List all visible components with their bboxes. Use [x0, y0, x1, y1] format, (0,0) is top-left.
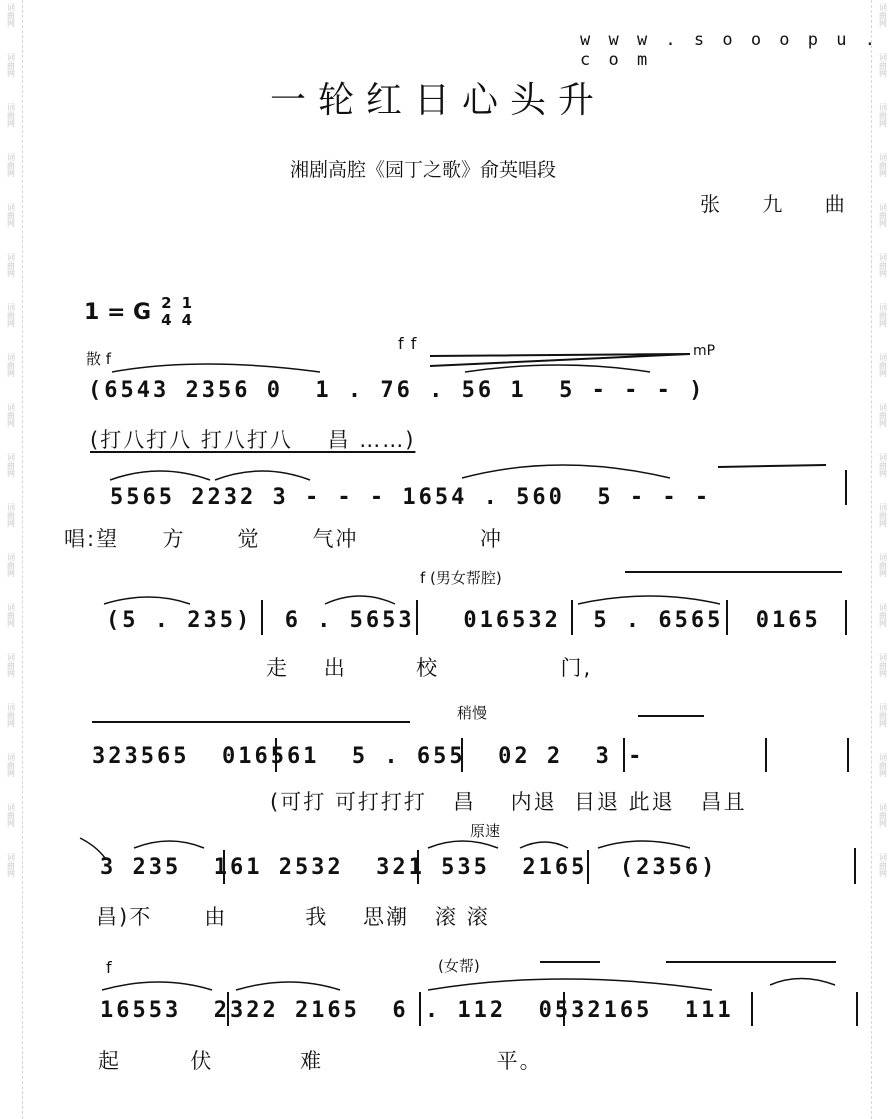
- dynamic-f-chorus: f (男女帮腔): [420, 569, 502, 587]
- watermark-text: 词曲网: [878, 453, 888, 477]
- site-url[interactable]: w w w . s o o o p u . c o m: [580, 30, 879, 70]
- watermark-text: 词曲网: [6, 603, 16, 627]
- staff-line-4: 323565 016561 5 . 655 02 2 3 -: [92, 744, 645, 769]
- watermark-text: 词曲网: [878, 153, 888, 177]
- watermark-text: 词曲网: [6, 853, 16, 877]
- time-signature-2: 1 4: [181, 294, 192, 329]
- watermark-text: 词曲网: [6, 53, 16, 77]
- staff-line-5: 3 235 161 2532 321 535 2165 (2356): [100, 855, 718, 880]
- song-subtitle: 湘剧高腔《园丁之歌》俞英唱段: [290, 159, 557, 181]
- watermark-text: 词曲网: [6, 803, 16, 827]
- watermark-text: 词曲网: [878, 703, 888, 727]
- watermark-text: 词曲网: [878, 353, 888, 377]
- time-signature-1: 2 4: [161, 294, 172, 329]
- watermark-text: 词曲网: [878, 303, 888, 327]
- lyrics-line-6: 起 伏 难 平。: [98, 1049, 543, 1073]
- watermark-text: 词曲网: [6, 453, 16, 477]
- watermark-text: 词曲网: [878, 3, 888, 27]
- watermark-text: 词曲网: [878, 853, 888, 877]
- watermark-text: 词曲网: [6, 703, 16, 727]
- watermark-text: 词曲网: [6, 753, 16, 777]
- watermark-text: 词曲网: [878, 103, 888, 127]
- key-label: 1 = G: [84, 299, 152, 325]
- tempo-shaoman: 稍慢: [457, 704, 488, 722]
- watermark-text: 词曲网: [878, 653, 888, 677]
- key-signature: [84, 295, 192, 329]
- lyrics-line-5: 昌)不 由 我 思潮 滚 滚: [96, 905, 490, 929]
- watermark-text: 词曲网: [878, 603, 888, 627]
- tempo-yuansu: 原速: [470, 822, 501, 840]
- watermark-text: 词曲网: [878, 803, 888, 827]
- watermark-text: 词曲网: [878, 203, 888, 227]
- watermark-text: 词曲网: [878, 553, 888, 577]
- left-watermark-strip: [0, 0, 23, 1119]
- watermark-text: 词曲网: [878, 753, 888, 777]
- right-watermark-strip: [871, 0, 894, 1119]
- watermark-text: 词曲网: [6, 3, 16, 27]
- song-title: 一轮红日心头升: [270, 80, 607, 121]
- watermark-text: 词曲网: [6, 553, 16, 577]
- watermark-text: 词曲网: [6, 203, 16, 227]
- staff-line-2: 5565 2232 3 - - - 1654 . 560 5 - - -: [110, 485, 712, 510]
- female-chorus-mark: (女帮): [438, 957, 480, 975]
- lyrics-line-3: 走 出 校 门,: [266, 656, 593, 680]
- dynamic-ff: f f: [398, 334, 418, 353]
- lyrics-line-1: (打八打八 打八打八 昌 ……): [90, 428, 416, 452]
- watermark-text: 词曲网: [878, 503, 888, 527]
- tempo-mark-san: 散 f: [86, 350, 112, 368]
- watermark-text: 词曲网: [878, 253, 888, 277]
- decrescendo-hairpin: [430, 354, 690, 366]
- watermark-text: 词曲网: [6, 253, 16, 277]
- watermark-text: 词曲网: [878, 403, 888, 427]
- watermark-text: 词曲网: [6, 103, 16, 127]
- staff-line-3: (5 . 235) 6 . 5653 016532 5 . 6565 0165: [106, 608, 821, 633]
- watermark-text: 词曲网: [6, 503, 16, 527]
- staff-line-6: 16553 2322 2165 6 . 112 0532165 111: [100, 998, 734, 1023]
- watermark-text: 词曲网: [878, 53, 888, 77]
- lyrics-line-4: (可打 可打打打 昌 内退 目退 此退 昌且: [270, 790, 747, 814]
- watermark-text: 词曲网: [6, 653, 16, 677]
- watermark-text: 词曲网: [6, 353, 16, 377]
- watermark-text: 词曲网: [6, 303, 16, 327]
- dynamic-mp: mP: [693, 343, 716, 359]
- watermark-text: 词曲网: [6, 153, 16, 177]
- dynamic-f-last: f: [106, 958, 112, 977]
- composer-credit: 张 九 曲: [700, 192, 863, 216]
- watermark-text: 词曲网: [6, 403, 16, 427]
- lyrics-line-2: 唱:望 方 觉 气冲 冲: [64, 527, 504, 551]
- staff-line-1: (6543 2356 0 1 . 76 . 56 1 5 - - - ): [88, 378, 706, 403]
